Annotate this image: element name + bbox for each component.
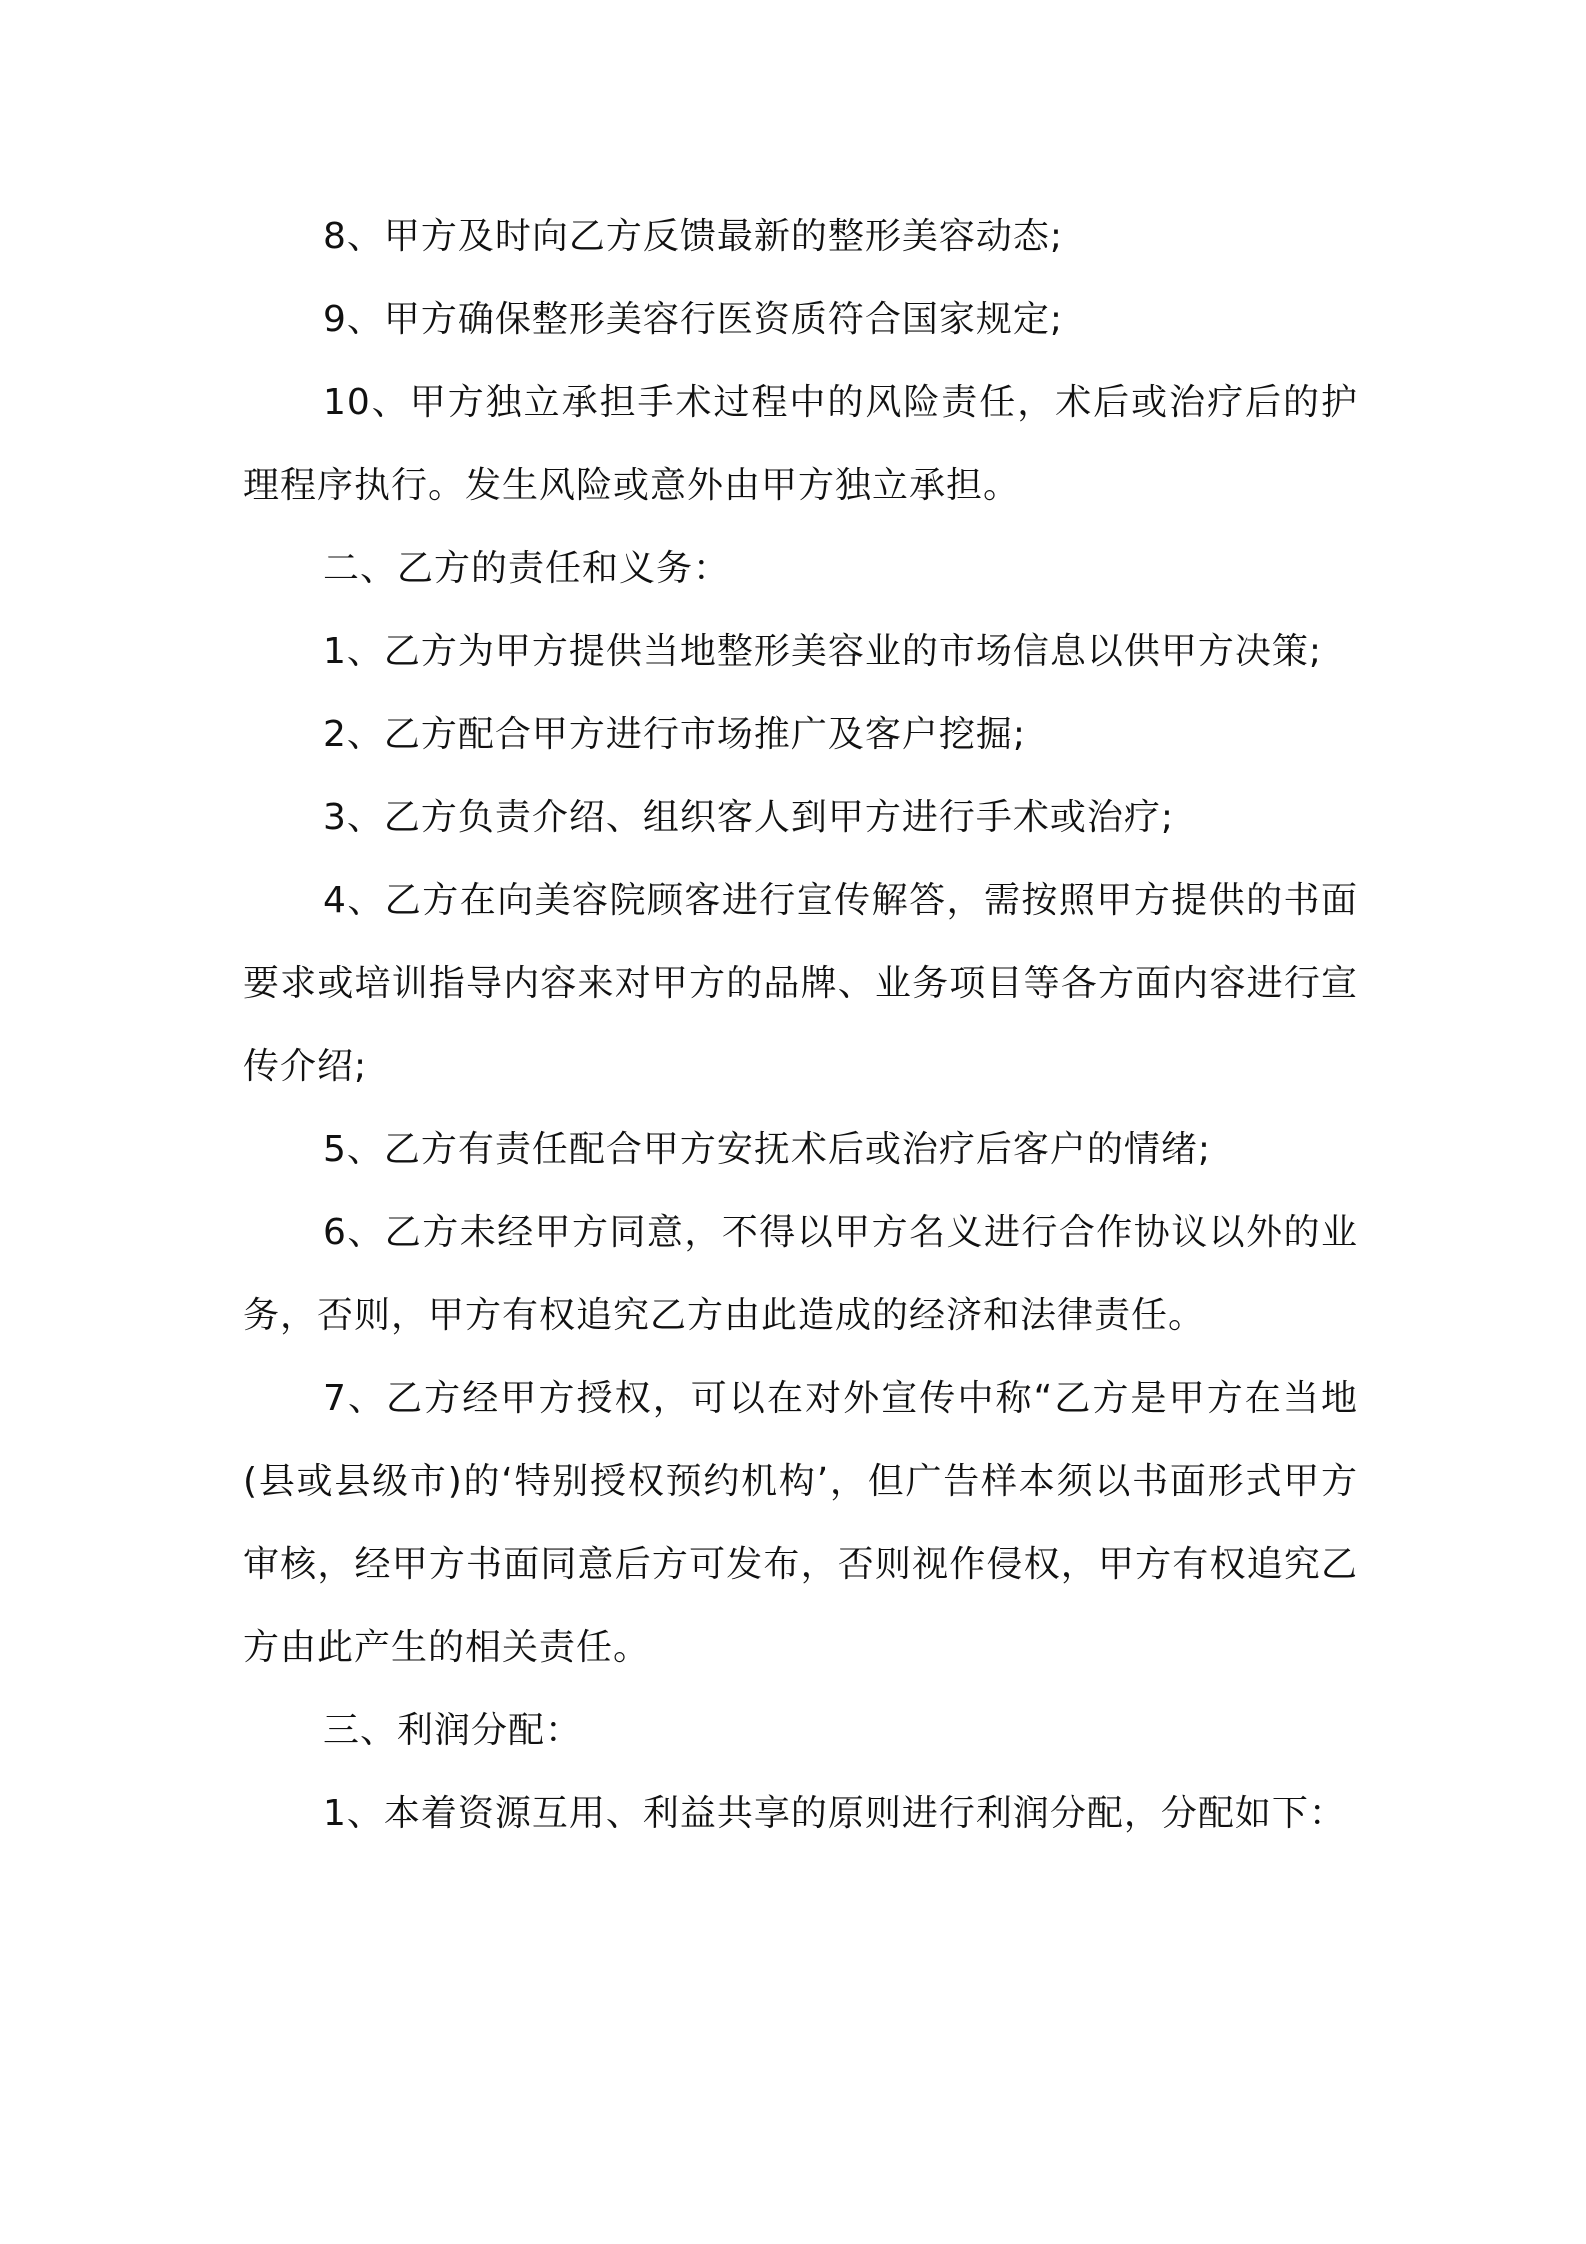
profit-clause-1: 1、本着资源互用、利益共享的原则进行利润分配，分配如下：	[323, 1793, 1346, 1834]
clause-8: 8、甲方及时向乙方反馈最新的整形美容动态;	[323, 216, 1064, 257]
party-b-clause-3: 3、乙方负责介绍、组织客人到甲方进行手术或治疗;	[323, 797, 1175, 838]
clause-9: 9、甲方确保整形美容行医资质符合国家规定;	[323, 299, 1064, 340]
party-b-clause-1: 1、乙方为甲方提供当地整形美容业的市场信息以供甲方决策;	[323, 631, 1323, 672]
document-body	[243, 195, 1358, 1855]
party-b-clause-6: 6、乙方未经甲方同意，不得以甲方名义进行合作协议以外的业务，否则，甲方有权追究乙方由此造成的经济和法律责任。	[243, 1212, 1358, 1336]
party-b-clause-5: 5、乙方有责任配合甲方安抚术后或治疗后客户的情绪;	[323, 1129, 1212, 1170]
section-heading-profit: 三、利润分配：	[323, 1710, 583, 1751]
party-b-clause-2: 2、乙方配合甲方进行市场推广及客户挖掘;	[323, 714, 1027, 755]
section-heading-party-b: 二、乙方的责任和义务：	[323, 548, 731, 589]
party-b-clause-4: 4、乙方在向美容院顾客进行宣传解答，需按照甲方提供的书面要求或培训指导内容来对甲方的品牌、业务项目等各方面内容进行宣传介绍;	[243, 880, 1358, 1087]
party-b-clause-7: 7、乙方经甲方授权，可以在对外宣传中称“乙方是甲方在当地(县或县级市)的‘特别授权预约机构’，但广告样本须以书面形式甲方审核，经甲方书面同意后方可发布，否则视作侵权，甲方有权追究乙方由此产生的相关责任。	[243, 1378, 1358, 1668]
clause-10: 10、甲方独立承担手术过程中的风险责任，术后或治疗后的护理程序执行。发生风险或意外由甲方独立承担。	[243, 382, 1358, 506]
